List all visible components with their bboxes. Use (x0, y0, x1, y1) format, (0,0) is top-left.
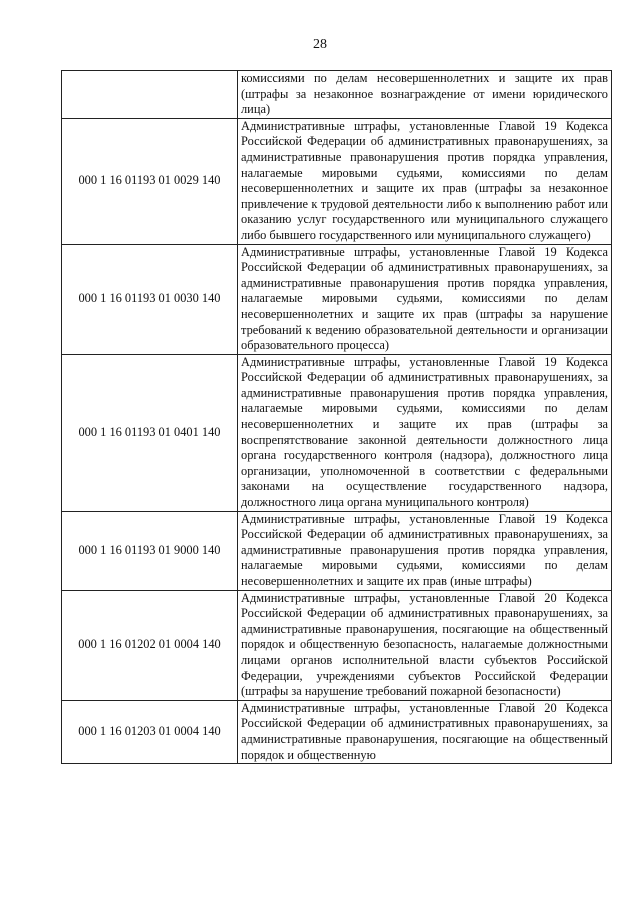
table-row (62, 71, 612, 119)
page-number: 28 (313, 37, 327, 52)
table-row (62, 590, 612, 700)
table-row (62, 700, 612, 763)
code-cell: 000 1 16 01193 01 9000 140 (62, 511, 238, 590)
table-row (62, 244, 612, 354)
code-cell: 000 1 16 01193 01 0029 140 (62, 118, 238, 244)
description-cell: комиссиями по делам несовершеннолетних и защите их прав (штрафы за незаконное вознаграждение от имени юридического лица) (238, 71, 612, 119)
code-cell: 000 1 16 01193 01 0401 140 (62, 354, 238, 511)
code-cell: 000 1 16 01202 01 0004 140 (62, 590, 238, 700)
description-cell: Административные штрафы, установленные Главой 19 Кодекса Российской Федерации об административных правонарушениях, за административные правонарушения против порядка управления, налагаемые мировыми судьями, комиссиями по делам несовершеннолетних и защите их прав (штрафы за воспрепятствование законной деятельности должностного лица органа государственного контроля (надзора), должностного лица организации, уполномоченной в соответствии с федеральными законами на осуществление государственного надзора, должностного лица органа муниципального контроля) (238, 354, 612, 511)
description-cell: Административные штрафы, установленные Главой 19 Кодекса Российской Федерации об административных правонарушениях, за административные правонарушения против порядка управления, налагаемые мировыми судьями, комиссиями по делам несовершеннолетних и защите их прав (штрафы за незаконное привлечение к трудовой деятельности либо к выполнению работ или оказанию услуг государственного или муниципального служащего либо бывшего государственного или муниципального служащего) (238, 118, 612, 244)
code-cell: 000 1 16 01193 01 0030 140 (62, 244, 238, 354)
table-row (62, 511, 612, 590)
table-row (62, 118, 612, 244)
budget-codes-table (61, 70, 612, 764)
description-cell: Административные штрафы, установленные Главой 20 Кодекса Российской Федерации об административных правонарушениях, за административные правонарушения, посягающие на общественный порядок и общественную безопасность, налагаемые должностными лицами органов исполнительной власти субъектов Российской Федерации, учреждениями субъектов Российской Федерации (штрафы за нарушение требований пожарной безопасности) (238, 590, 612, 700)
code-cell (62, 71, 238, 119)
code-cell: 000 1 16 01203 01 0004 140 (62, 700, 238, 763)
table-row (62, 354, 612, 511)
description-cell: Административные штрафы, установленные Главой 19 Кодекса Российской Федерации об административных правонарушениях, за административные правонарушения против порядка управления, налагаемые мировыми судьями, комиссиями по делам несовершеннолетних и защите их прав (иные штрафы) (238, 511, 612, 590)
description-cell: Административные штрафы, установленные Главой 20 Кодекса Российской Федерации об административных правонарушениях, за административные правонарушения, посягающие на общественный порядок и общественную (238, 700, 612, 763)
description-cell: Административные штрафы, установленные Главой 19 Кодекса Российской Федерации об административных правонарушениях, за административные правонарушения против порядка управления, налагаемые мировыми судьями, комиссиями по делам несовершеннолетних и защите их прав (штрафы за нарушение требований к ведению образовательной деятельности и организации образовательного процесса) (238, 244, 612, 354)
